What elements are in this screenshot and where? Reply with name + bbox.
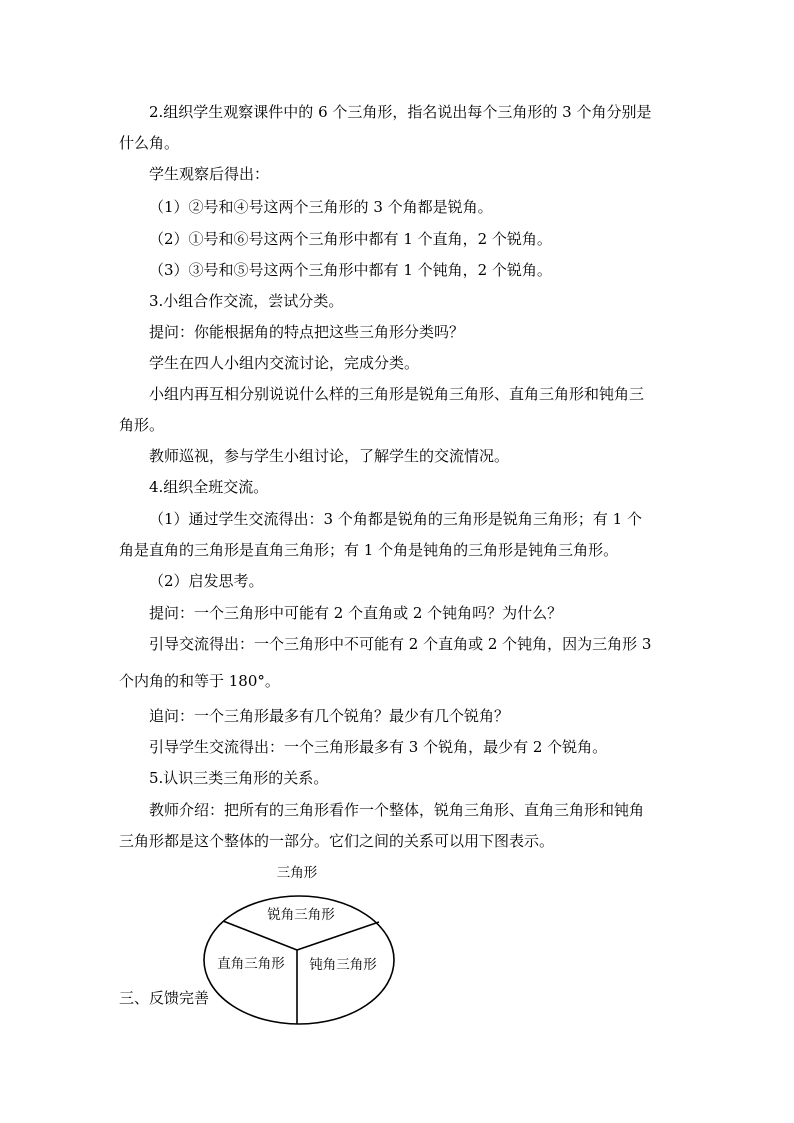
paragraph-intro-line1: 教师介绍：把所有的三角形看作一个整体，锐角三角形、直角三角形和钝角 (149, 801, 645, 819)
paragraph-answer-line1: 引导交流得出：一个三角形中不可能有 2 个直角或 2 个钝角，因为三角形 3 (149, 635, 652, 653)
paragraph-conclusion-line1: （1）通过学生交流得出：3 个角都是锐角的三角形是锐角三角形；有 1 个 (149, 510, 642, 528)
divider-right (297, 922, 379, 950)
region-acute-label: 锐角三角形 (267, 907, 335, 923)
paragraph-4: 4.组织全班交流。 (149, 478, 269, 496)
paragraph-think: （2）启发思考。 (149, 572, 264, 590)
list-item-2: （2）①号和⑥号这两个三角形中都有 1 个直角，2 个锐角。 (149, 230, 552, 248)
divider-left (223, 921, 297, 950)
paragraph-3: 3.小组合作交流，尝试分类。 (149, 292, 344, 310)
paragraph-answer-line2: 个内角的和等于 180°。 (119, 672, 280, 690)
diagram-title: 三角形 (276, 865, 318, 881)
paragraph-observation: 学生观察后得出： (149, 165, 270, 183)
list-item-1: （1）②号和④号这两个三角形的 3 个角都是锐角。 (149, 198, 493, 216)
paragraph-intro-line2: 三角形都是这个整体的一部分。它们之间的关系可以用下图表示。 (119, 832, 555, 850)
paragraph-teacher: 教师巡视，参与学生小组讨论，了解学生的交流情况。 (149, 447, 510, 465)
paragraph-question-2: 提问：一个三角形中可能有 2 个直角或 2 个钝角吗？为什么？ (149, 604, 563, 622)
list-item-3: （3）③号和⑤号这两个三角形中都有 1 个钝角，2 个锐角。 (149, 261, 552, 279)
paragraph-answer-2: 引导学生交流得出：一个三角形最多有 3 个锐角，最少有 2 个锐角。 (149, 738, 608, 756)
paragraph-5: 5.认识三类三角形的关系。 (149, 769, 329, 787)
paragraph-2-line1: 2.组织学生观察课件中的 6 个三角形，指名说出每个三角形的 3 个角分别是 (149, 103, 652, 121)
region-obtuse-label: 钝角三角形 (309, 957, 377, 973)
region-right-angle-label: 直角三角形 (217, 956, 285, 972)
paragraph-question: 提问：你能根据角的特点把这些三角形分类吗？ (149, 323, 465, 341)
paragraph-conclusion-line2: 角是直角的三角形是直角三角形；有 1 个角是钝角的三角形是钝角三角形。 (119, 541, 619, 559)
paragraph-group-line1: 小组内再互相分别说说什么样的三角形是锐角三角形、直角三角形和钝角三 (149, 385, 645, 403)
paragraph-discussion: 学生在四人小组内交流讨论，完成分类。 (149, 354, 420, 372)
paragraph-group-line2: 角形。 (119, 416, 165, 434)
section-heading-3: 三、反馈完善 (119, 989, 210, 1007)
paragraph-followup: 追问：一个三角形最多有几个锐角？最少有几个锐角？ (149, 707, 510, 725)
paragraph-2-line2: 什么角。 (119, 134, 180, 152)
triangle-classification-diagram (195, 858, 405, 1028)
